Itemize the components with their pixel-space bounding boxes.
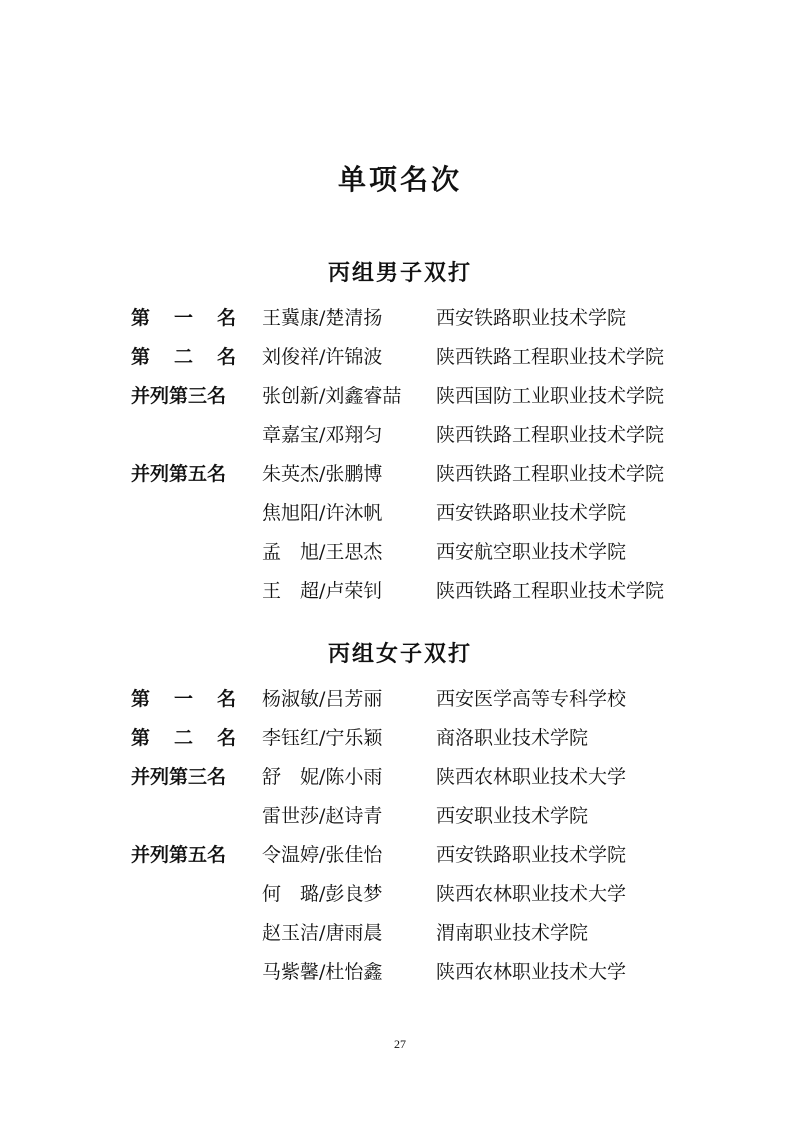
school-name: 西安航空职业技术学院 (436, 541, 627, 563)
table-row (0, 914, 800, 953)
table-row (0, 797, 800, 836)
school-name: 陕西农林职业技术大学 (436, 961, 627, 983)
school-name: 陕西农林职业技术大学 (436, 766, 627, 788)
section-title-women-doubles: 丙组女子双打 (327, 642, 472, 667)
player-names: 令温婷/张佳怡 (262, 844, 383, 866)
school-name: 陕西国防工业职业技术学院 (436, 385, 665, 407)
rank-label: 并列第五名 (131, 844, 227, 866)
rank-label: 第 二 名 (131, 727, 236, 749)
table-row (0, 377, 800, 416)
player-names: 李钰红/宁乐颖 (262, 727, 383, 749)
school-name: 西安医学高等专科学校 (436, 688, 627, 710)
player-names: 张创新/刘鑫睿喆 (262, 385, 402, 407)
table-row (0, 836, 800, 875)
school-name: 西安铁路职业技术学院 (436, 307, 627, 329)
table-row (0, 719, 800, 758)
table-row (0, 455, 800, 494)
player-names: 朱英杰/张鹏博 (262, 463, 383, 485)
player-names: 雷世莎/赵诗青 (262, 805, 383, 827)
table-row (0, 338, 800, 377)
rank-label: 并列第五名 (131, 463, 227, 485)
rank-label: 第 一 名 (131, 688, 236, 710)
player-names: 焦旭阳/许沐帆 (262, 502, 383, 524)
player-names: 杨淑敏/吕芳丽 (262, 688, 383, 710)
table-row (0, 953, 800, 992)
table-row (0, 416, 800, 455)
player-names: 章嘉宝/邓翔匀 (262, 424, 383, 446)
page-title: 单项名次 (337, 163, 462, 196)
page-number: 27 (394, 1037, 406, 1051)
section-title-men-doubles: 丙组男子双打 (327, 261, 472, 286)
school-name: 西安职业技术学院 (436, 805, 589, 827)
table-row (0, 494, 800, 533)
school-name: 陕西铁路工程职业技术学院 (436, 463, 665, 485)
school-name: 西安铁路职业技术学院 (436, 844, 627, 866)
school-name: 渭南职业技术学院 (436, 922, 589, 944)
rank-label: 并列第三名 (131, 766, 227, 788)
player-names: 孟 旭/王思杰 (262, 541, 383, 563)
section-rows (0, 299, 800, 611)
rank-label: 并列第三名 (131, 385, 227, 407)
table-row (0, 680, 800, 719)
rank-label: 第 二 名 (131, 346, 236, 368)
player-names: 王 超/卢荣钊 (262, 580, 383, 602)
player-names: 刘俊祥/许锦波 (262, 346, 383, 368)
table-row (0, 299, 800, 338)
player-names: 王冀康/楚清扬 (262, 307, 383, 329)
table-row (0, 875, 800, 914)
player-names: 马紫馨/杜怡鑫 (262, 961, 383, 983)
table-row (0, 572, 800, 611)
school-name: 陕西铁路工程职业技术学院 (436, 580, 665, 602)
school-name: 西安铁路职业技术学院 (436, 502, 627, 524)
player-names: 何 璐/彭良梦 (262, 883, 383, 905)
table-row (0, 533, 800, 572)
table-row (0, 758, 800, 797)
school-name: 陕西铁路工程职业技术学院 (436, 346, 665, 368)
school-name: 商洛职业技术学院 (436, 727, 589, 749)
school-name: 陕西铁路工程职业技术学院 (436, 424, 665, 446)
player-names: 舒 妮/陈小雨 (262, 766, 383, 788)
school-name: 陕西农林职业技术大学 (436, 883, 627, 905)
player-names: 赵玉洁/唐雨晨 (262, 922, 383, 944)
rank-label: 第 一 名 (131, 307, 236, 329)
section-rows (0, 680, 800, 992)
